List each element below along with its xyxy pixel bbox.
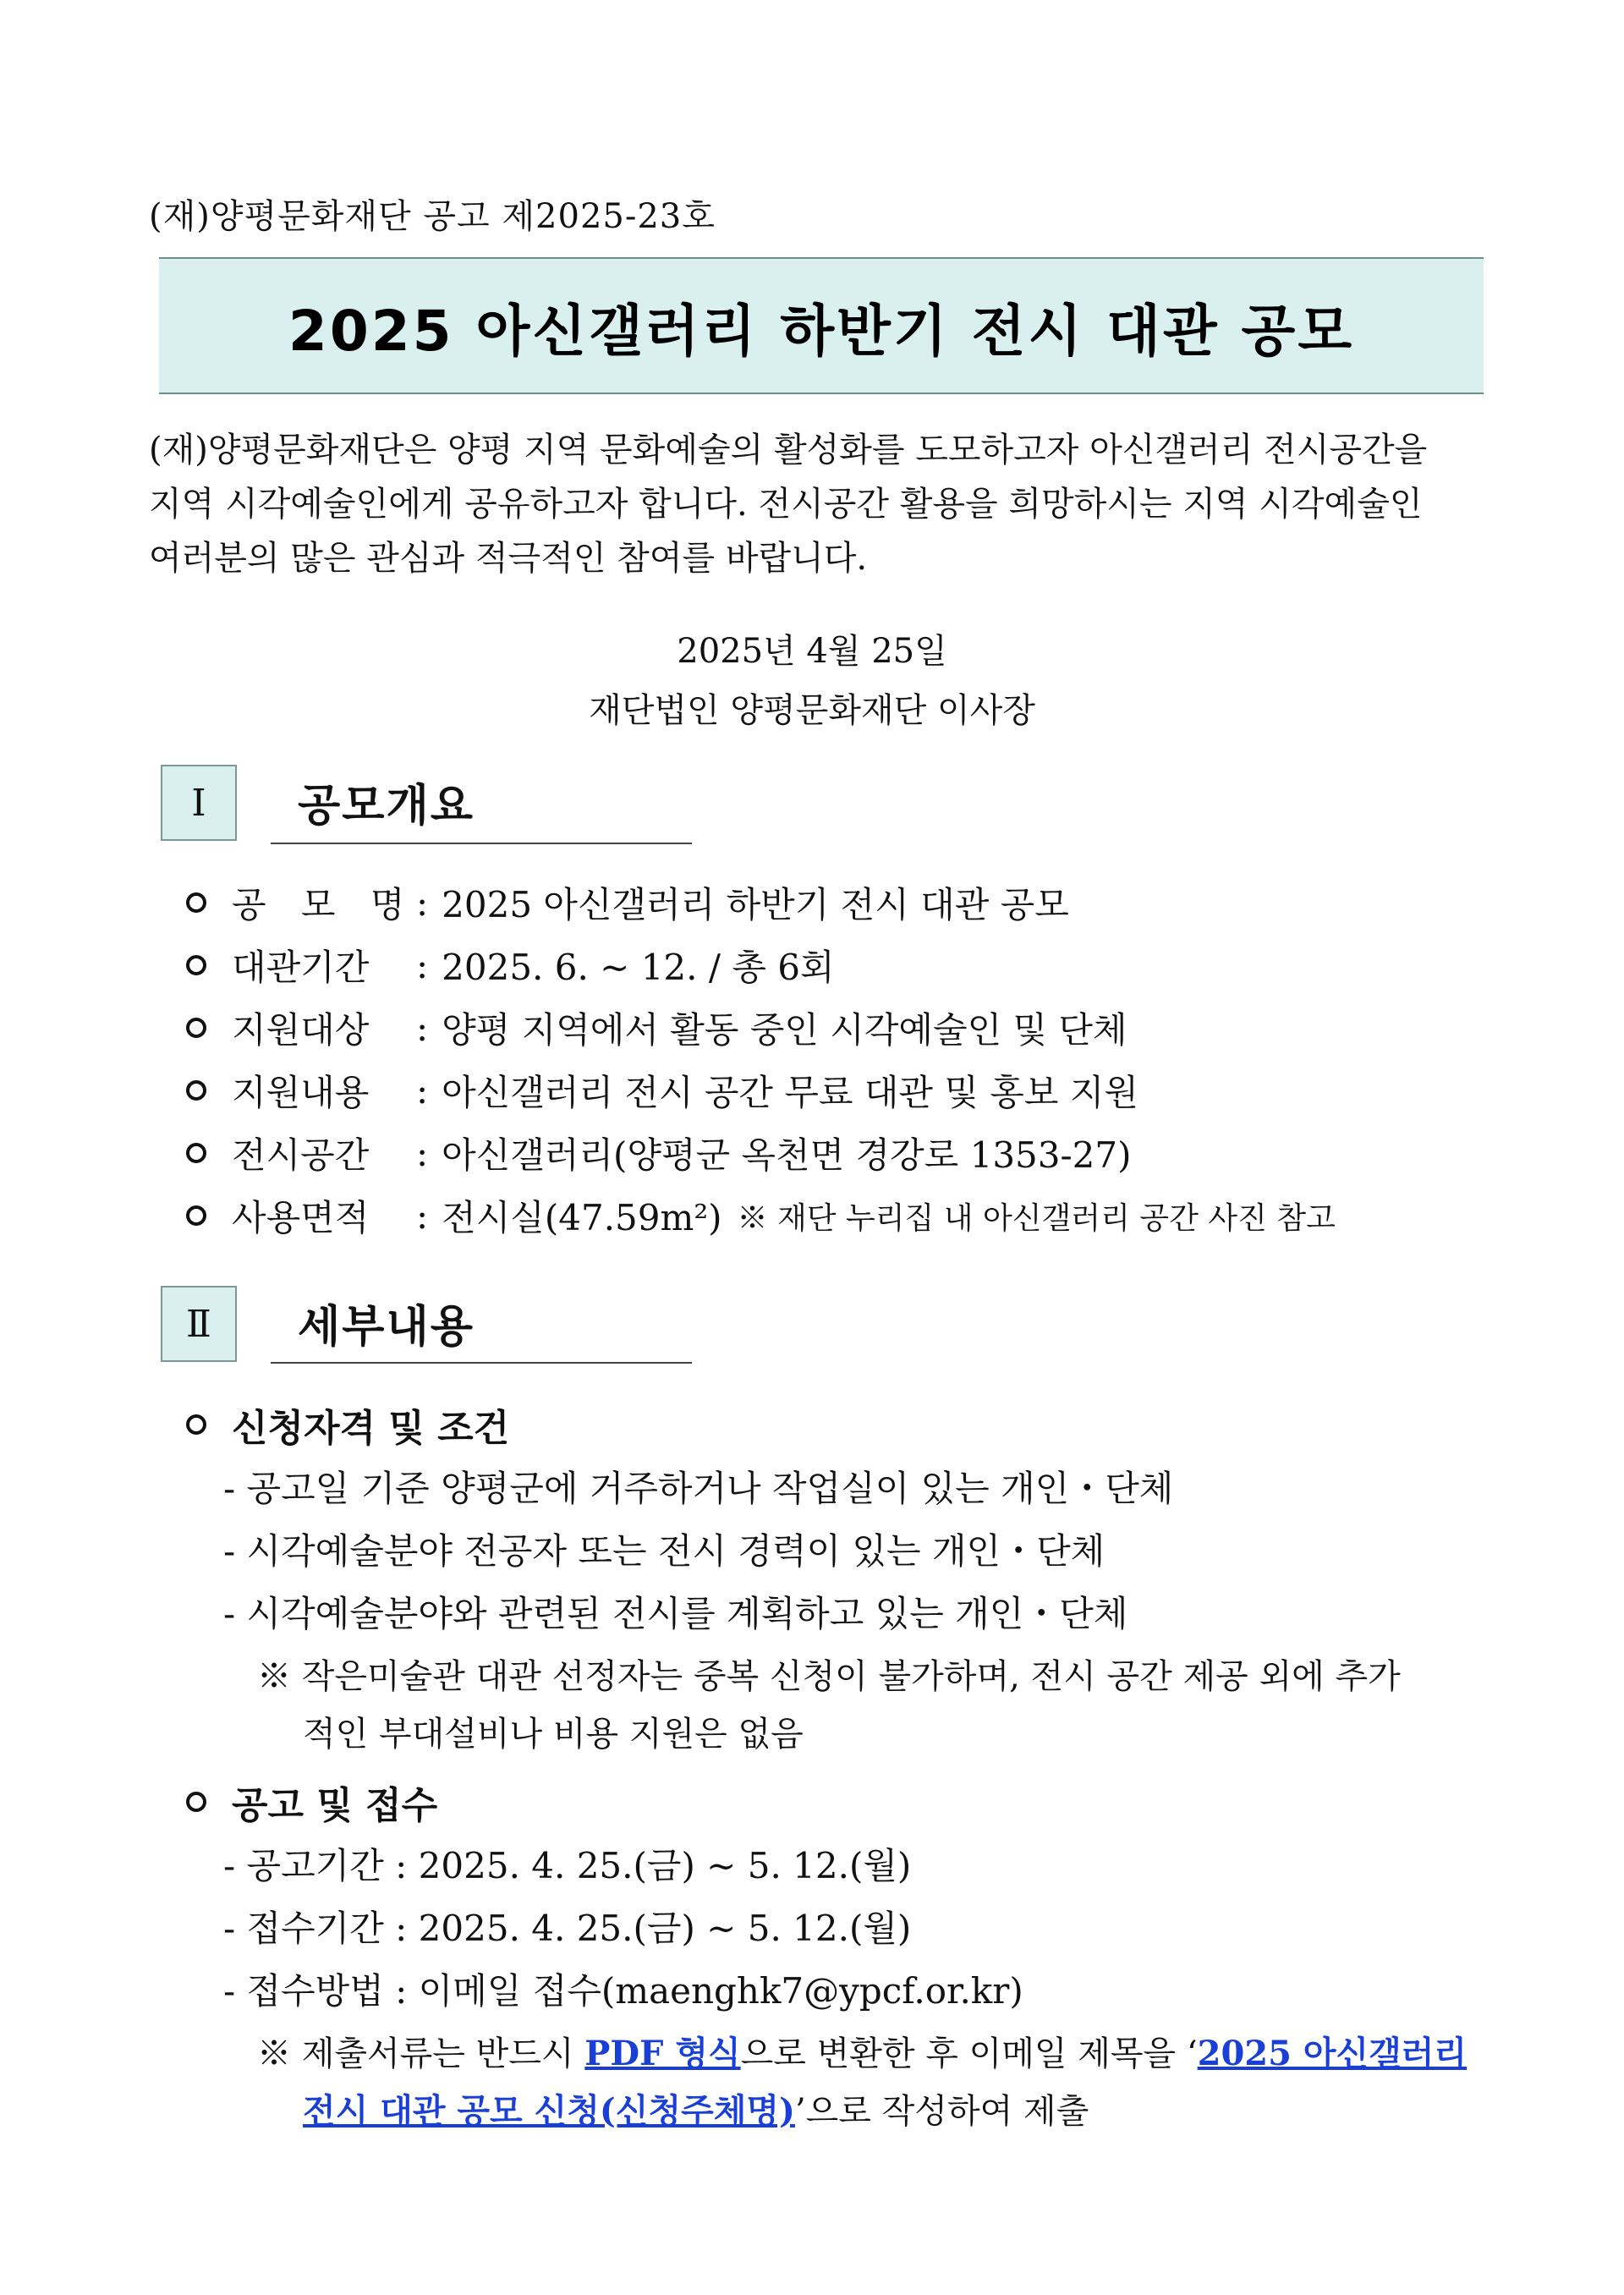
intro-line: 지역 시각예술인에게 공유하고자 합니다. 전시공간 활용을 희망하시는 지역 시각예술인: [149, 485, 1423, 524]
circle-bullet-icon: [186, 892, 206, 913]
list-item: 지원내용 : 아신갤러리 전시 공간 무료 대관 및 홍보 지원: [186, 1065, 1138, 1116]
page-title: 2025 아신갤러리 하반기 전시 대관 공모: [288, 298, 1355, 364]
item-note: ※ 재단 누리집 내 아신갤러리 공간 사진 참고: [737, 1200, 1336, 1236]
item-label: 지원내용: [232, 1072, 370, 1113]
issuer: 재단법인 양평문화재단 이사장: [589, 691, 1035, 730]
list-item: 지원대상 : 양평 지역에서 활동 중인 시각예술인 및 단체: [186, 1002, 1127, 1053]
email-subject-text: 2025 아신갤러리: [1197, 2034, 1468, 2073]
circle-bullet-icon: [186, 1018, 206, 1038]
circle-bullet-icon: [186, 1792, 206, 1812]
item-value: 아신갤러리(양평군 옥천면 경강로 1353-27): [442, 1134, 1132, 1176]
subsection-heading: [186, 1775, 437, 1829]
section-numeral: Ⅱ: [161, 1286, 237, 1362]
item-label: 대관기간: [232, 947, 370, 988]
list-item: - 시각예술분야 전공자 또는 전시 경력이 있는 개인・단체: [223, 1530, 1106, 1572]
subsection-title: 신청자격 및 조건: [232, 1407, 510, 1450]
section-title: 세부내용: [298, 1302, 475, 1353]
item-value: 아신갤러리 전시 공간 무료 대관 및 홍보 지원: [442, 1072, 1138, 1113]
notice-number: (재)양평문화재단 공고 제2025-23호: [149, 197, 716, 236]
email-subject-text: 전시 대관 공모 신청(신청주체명): [303, 2091, 795, 2131]
list-item: 공 모 명 : 2025 아신갤러리 하반기 전시 대관 공모: [186, 877, 1069, 928]
item-value: 2025. 6. ~ 12. / 총 6회: [442, 947, 835, 988]
list-item: - 공고기간 : 2025. 4. 25.(금) ~ 5. 12.(월): [223, 1845, 912, 1886]
note-line: ※ 작은미술관 대관 선정자는 중복 신청이 불가하며, 전시 공간 제공 외에 추가: [257, 1657, 1401, 1696]
circle-bullet-icon: [186, 1080, 206, 1101]
item-value: 양평 지역에서 활동 중인 시각예술인 및 단체: [442, 1009, 1127, 1051]
list-item: - 시각예술분야와 관련된 전시를 계획하고 있는 개인・단체: [223, 1593, 1128, 1634]
note-line: 전시 대관 공모 신청(신청주체명)’으로 작성하여 제출: [303, 2091, 1089, 2131]
notice-date: 2025년 4월 25일: [677, 632, 947, 671]
item-label: 전시공간: [232, 1134, 370, 1176]
item-value: 2025 아신갤러리 하반기 전시 대관 공모: [442, 884, 1069, 925]
note-line: 적인 부대설비나 비용 지원은 없음: [303, 1715, 804, 1754]
subsection-title: 공고 및 접수: [232, 1784, 438, 1827]
item-label: 사용면적: [232, 1197, 370, 1238]
circle-bullet-icon: [186, 1414, 206, 1435]
intro-line: 여러분의 많은 관심과 적극적인 참여를 바랍니다.: [149, 539, 868, 578]
title-banner: [159, 257, 1484, 394]
list-item: - 접수방법 : 이메일 접수(maenghk7@ypcf.or.kr): [223, 1970, 1023, 2012]
item-value: 전시실(47.59m²): [442, 1197, 722, 1238]
note-line: ※ 제출서류는 반드시 PDF 형식으로 변환한 후 이메일 제목을 ‘2025 아신갤러리: [257, 2034, 1468, 2073]
list-item: 사용면적 : 전시실(47.59m²) ※ 재단 누리집 내 아신갤러리 공간 사진 참고: [186, 1190, 1336, 1241]
list-item: 전시공간 : 아신갤러리(양평군 옥천면 경강로 1353-27): [186, 1128, 1132, 1178]
intro-line: (재)양평문화재단은 양평 지역 문화예술의 활성화를 도모하고자 아신갤러리 전시공간을: [149, 431, 1428, 469]
list-item: 대관기간 : 2025. 6. ~ 12. / 총 6회: [186, 940, 835, 991]
list-item: - 접수기간 : 2025. 4. 25.(금) ~ 5. 12.(월): [223, 1908, 912, 1949]
subsection-heading: [186, 1397, 509, 1452]
circle-bullet-icon: [186, 1205, 206, 1226]
section-divider: [271, 843, 692, 844]
section-divider: [271, 1362, 692, 1364]
circle-bullet-icon: [186, 1143, 206, 1163]
item-label: 공 모 명: [232, 884, 417, 925]
section-numeral: Ⅰ: [161, 765, 237, 841]
item-label: 지원대상: [232, 1009, 370, 1051]
list-item: - 공고일 기준 양평군에 거주하거나 작업실이 있는 개인・단체: [223, 1468, 1174, 1509]
circle-bullet-icon: [186, 955, 206, 975]
section-title: 공모개요: [298, 781, 475, 832]
intro-paragraph: [149, 423, 1485, 585]
pdf-format-link-text: PDF 형식: [584, 2034, 741, 2073]
